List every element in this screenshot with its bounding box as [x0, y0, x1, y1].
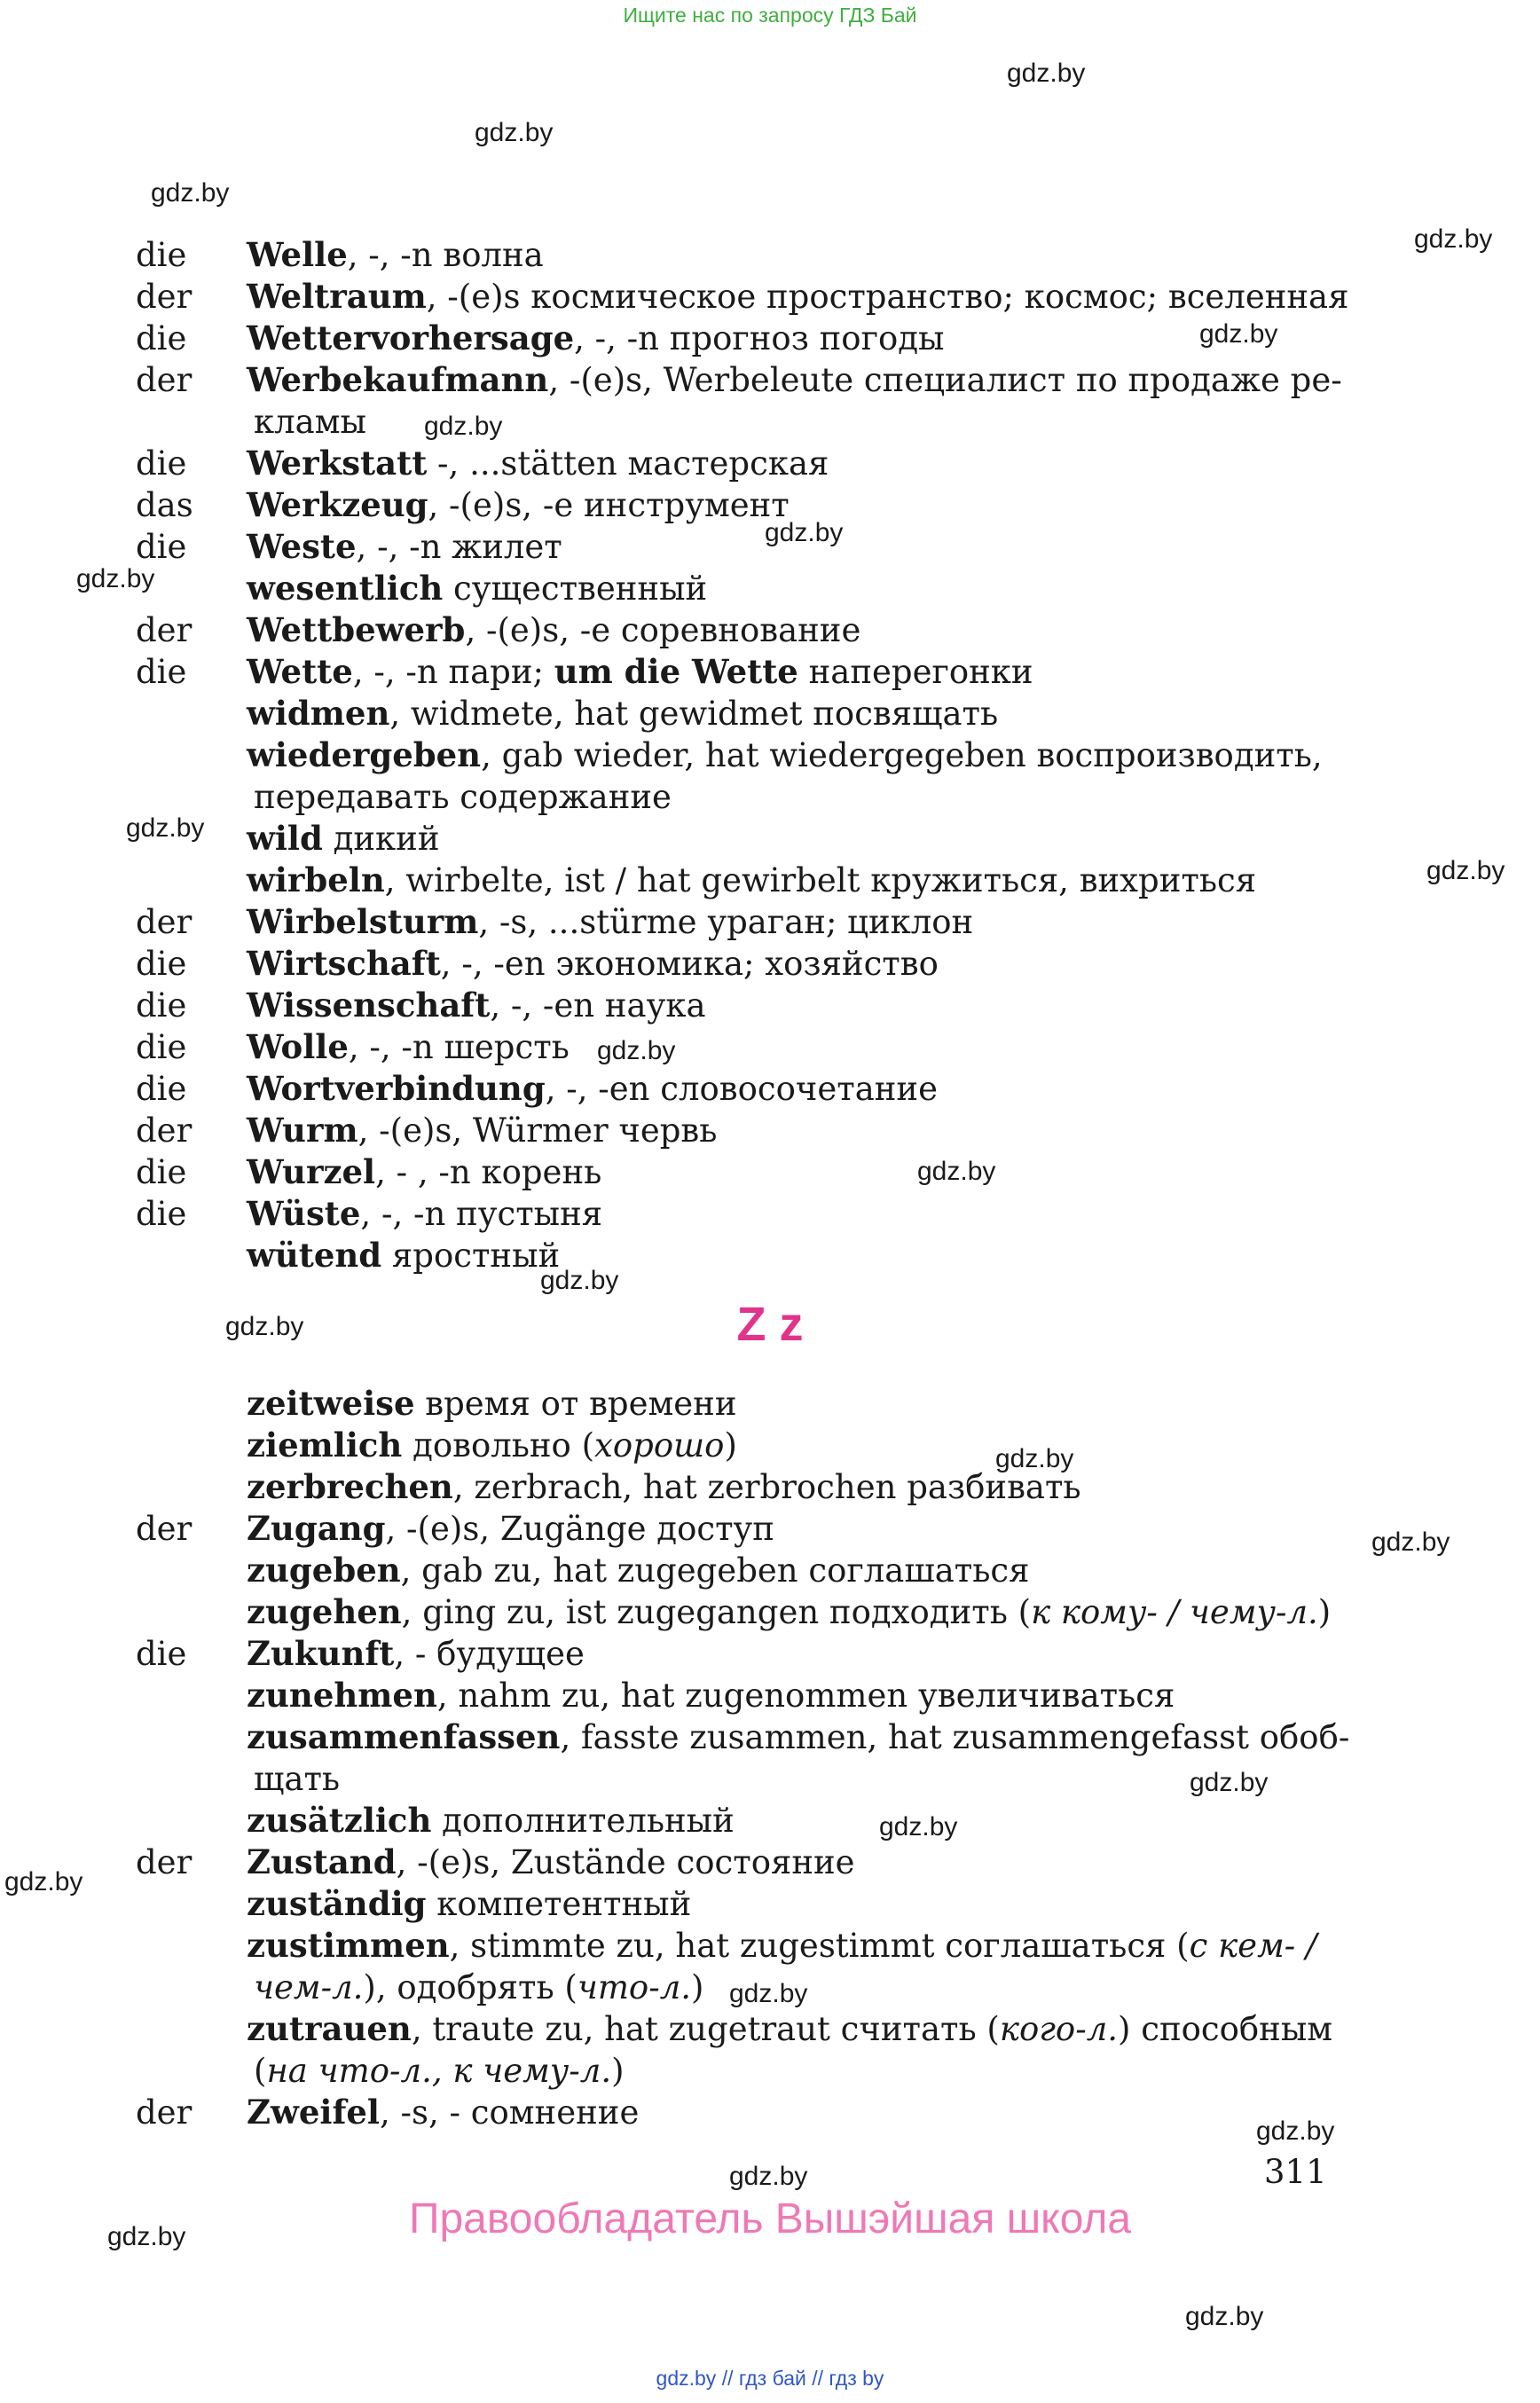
- translation: , -(e)s, Würmer червь: [358, 1111, 718, 1150]
- dictionary-entry: [0, 860, 1540, 901]
- translation: , - будущее: [394, 1635, 585, 1673]
- translation: дополнительный: [431, 1802, 735, 1840]
- headword: Zustand: [247, 1842, 397, 1881]
- dictionary-entry: [0, 818, 1540, 860]
- watermark: gdz.by: [597, 1036, 676, 1065]
- entry-text: [247, 359, 1342, 401]
- translation: (: [254, 2052, 267, 2090]
- headword: zutrauen: [247, 2009, 412, 2048]
- article: der: [136, 278, 192, 316]
- entry-text: [247, 651, 1033, 693]
- entry-text: [247, 2008, 1332, 2050]
- article: der: [136, 1510, 192, 1548]
- entry-text: [247, 901, 973, 943]
- headword: zugeben: [247, 1551, 401, 1590]
- article: die: [136, 1028, 187, 1066]
- article: die: [136, 319, 187, 357]
- entry-text: [247, 609, 860, 651]
- entry-text: [247, 1235, 560, 1276]
- headword: Weste: [247, 527, 357, 566]
- entry-continuation: [0, 776, 1540, 818]
- headword: Werkstatt: [247, 444, 428, 483]
- entry-continuation: [0, 401, 1540, 443]
- article: das: [136, 486, 193, 524]
- article: der: [136, 1111, 192, 1150]
- watermark: gdz.by: [1426, 856, 1505, 885]
- translation: существенный: [443, 569, 708, 608]
- entry-text: [247, 1675, 1175, 1716]
- entry-text: [247, 1633, 585, 1675]
- watermark: gdz.by: [917, 1157, 996, 1186]
- usage-note: с кем- /: [1189, 1927, 1317, 1965]
- dictionary-entry: [0, 568, 1540, 609]
- entry-continuation: [0, 2050, 1540, 2092]
- headword: wild: [247, 819, 323, 858]
- translation: , -, -n прогноз погоды: [574, 319, 945, 357]
- entry-text: [247, 526, 562, 568]
- dictionary-entry: [0, 443, 1540, 484]
- article: der: [136, 361, 192, 399]
- entry-text: [247, 1466, 1081, 1508]
- usage-note: на что-л., к чему-л.: [266, 2052, 612, 2090]
- footer-links[interactable]: gdz.by // гдз бай // гдз by: [656, 2367, 884, 2390]
- letter-heading: Z z: [736, 1298, 804, 1351]
- translation: кламы: [254, 403, 366, 441]
- headword: wütend: [247, 1236, 382, 1275]
- watermark: gdz.by: [424, 412, 503, 441]
- watermark: gdz.by: [540, 1266, 619, 1295]
- translation: передавать содержание: [254, 778, 672, 816]
- dictionary-entry: [0, 609, 1540, 651]
- dictionary-entry: [0, 1716, 1540, 1758]
- headword: zusätzlich: [247, 1801, 432, 1840]
- entry-text: [254, 2050, 625, 2092]
- headword: Werkzeug: [247, 485, 428, 524]
- headword: zustimmen: [247, 1926, 450, 1965]
- headword: Welle: [247, 235, 348, 274]
- entry-text: [247, 1383, 737, 1425]
- dictionary-entry: [0, 2008, 1540, 2050]
- translation: , -(e)s космическое пространство; космос; вселенная: [426, 278, 1349, 316]
- translation: , ging zu, ist zugegangen подходить (: [401, 1593, 1032, 1631]
- headword: zuständig: [247, 1884, 427, 1923]
- entry-text: [247, 1550, 1029, 1591]
- translation: , -, -n жилет: [356, 528, 562, 566]
- headword: Wettbewerb: [247, 610, 466, 649]
- headword: Wette: [247, 652, 353, 691]
- article: die: [136, 986, 187, 1025]
- translation: , -s, - сомнение: [379, 2093, 640, 2132]
- article: die: [136, 945, 187, 983]
- entry-text: [254, 401, 366, 443]
- entry-text: [247, 2092, 639, 2133]
- dictionary-entry: [0, 276, 1540, 318]
- watermark: gdz.by: [1199, 319, 1278, 349]
- watermark: gdz.by: [1414, 224, 1493, 254]
- watermark: gdz.by: [126, 813, 205, 843]
- watermark: gdz.by: [995, 1444, 1074, 1473]
- translation: , -, -en наука: [490, 986, 706, 1025]
- headword: widmen: [247, 694, 390, 733]
- entry-text: [247, 484, 790, 526]
- translation: , -, -n пари;: [352, 653, 554, 691]
- entry-text: [247, 1151, 601, 1193]
- translation: время от времени: [414, 1385, 737, 1423]
- article: die: [136, 528, 187, 566]
- headword: Zugang: [247, 1509, 386, 1548]
- entry-text: [247, 1842, 855, 1883]
- dictionary-entry: [0, 1110, 1540, 1151]
- article: die: [136, 236, 187, 274]
- dictionary-entry: [0, 901, 1540, 943]
- translation: , fasste zusammen, hat zusammengefasst обоб-: [560, 1718, 1350, 1756]
- watermark: gdz.by: [76, 564, 155, 593]
- article: der: [136, 903, 192, 941]
- dictionary-entry: [0, 1193, 1540, 1235]
- translation: , -, -en словосочетание: [545, 1070, 938, 1108]
- translation: , -, -n волна: [347, 236, 544, 274]
- dictionary-entry: [0, 1550, 1540, 1591]
- translation: , wirbelte, ist / hat gewirbelt кружиться, вихриться: [384, 861, 1257, 899]
- watermark: gdz.by: [729, 1979, 808, 2008]
- dictionary-entry: [0, 985, 1540, 1026]
- translation: ): [1317, 1593, 1332, 1631]
- dictionary-entry: [0, 1068, 1540, 1110]
- headword: zusammenfassen: [247, 1717, 561, 1756]
- usage-note: чем-л.: [254, 1968, 364, 2006]
- headword: Wurzel: [247, 1152, 376, 1191]
- translation: ) способным: [1118, 2010, 1333, 2048]
- entry-text: [247, 1883, 691, 1925]
- translation: ): [724, 1426, 737, 1465]
- translation: , -(e)s, Zustände состояние: [396, 1843, 855, 1881]
- translation: , -, -n пустыня: [360, 1195, 603, 1233]
- translation: , stimmte zu, hat zugestimmt соглашаться (: [449, 1927, 1190, 1965]
- headword: wiedergeben: [247, 735, 482, 774]
- translation: ): [611, 2052, 625, 2090]
- article: die: [136, 1195, 187, 1233]
- dictionary-entry: [0, 1883, 1540, 1925]
- usage-note: к кому- / чему-л.: [1031, 1593, 1318, 1631]
- dictionary-entry: [0, 1633, 1540, 1675]
- headword: Weltraum: [247, 277, 427, 316]
- article: die: [136, 444, 187, 483]
- usage-note: кого-л.: [999, 2010, 1119, 2048]
- dictionary-entry: [0, 1591, 1540, 1633]
- watermark: gdz.by: [4, 1867, 83, 1896]
- entry-text: [247, 860, 1256, 901]
- entry-text: [247, 1425, 737, 1466]
- entry-text: [247, 693, 998, 734]
- watermark: gdz.by: [475, 118, 554, 147]
- headword: Wurm: [247, 1111, 358, 1150]
- translation: , widmete, hat gewidmet посвящать: [389, 695, 999, 733]
- watermark: gdz.by: [1256, 2116, 1335, 2146]
- entry-text: [247, 1508, 774, 1550]
- entry-text: [247, 1925, 1316, 1967]
- dictionary-entry: [0, 1235, 1540, 1276]
- translation: , -(e)s, Zugänge доступ: [385, 1510, 774, 1548]
- dictionary-entry: [0, 1026, 1540, 1068]
- translation: , -s, ...stürme ураган; циклон: [478, 903, 974, 941]
- headword: zerbrechen: [247, 1467, 453, 1506]
- watermark: gdz.by: [879, 1812, 958, 1842]
- article: die: [136, 1153, 187, 1191]
- dictionary-entry: [0, 1925, 1540, 1967]
- watermark: gdz.by: [765, 518, 844, 547]
- headword: Zukunft: [247, 1634, 395, 1673]
- entry-text: [247, 1110, 717, 1151]
- watermark: gdz.by: [151, 178, 230, 208]
- dictionary-entry: [0, 359, 1540, 401]
- headword: ziemlich: [247, 1425, 403, 1465]
- translation: -, ...stätten мастерская: [427, 444, 829, 483]
- translation: , -(e)s, Werbeleute специалист по продаже ре-: [548, 361, 1342, 399]
- dictionary-entry: [0, 1675, 1540, 1716]
- entry-text: [247, 1800, 735, 1842]
- article: die: [136, 653, 187, 691]
- translation: , gab wieder, hat wiedergegeben воспроизводить,: [481, 736, 1323, 774]
- headword: Zweifel: [247, 2093, 380, 2132]
- entry-text: [247, 1026, 570, 1068]
- entry-text: [247, 734, 1323, 776]
- entry-text: [247, 318, 944, 359]
- translation: наперегонки: [798, 653, 1033, 691]
- translation: , gab zu, hat zugegeben соглашаться: [400, 1551, 1030, 1590]
- article: die: [136, 1070, 187, 1108]
- watermark: gdz.by: [1185, 2302, 1264, 2331]
- dictionary-entry: [0, 318, 1540, 359]
- watermark: gdz.by: [107, 2222, 186, 2251]
- entry-text: [247, 1193, 602, 1235]
- dictionary-entry: [0, 1383, 1540, 1425]
- translation: ): [691, 1968, 704, 2006]
- dictionary-entry: [0, 234, 1540, 276]
- translation: ), одобрять (: [363, 1968, 578, 2006]
- translation: , - , -n корень: [375, 1153, 602, 1191]
- translation: , zerbrach, hat zerbrochen разбивать: [452, 1468, 1081, 1506]
- translation: , -(e)s, -e инструмент: [428, 486, 790, 524]
- headword: Wettervorhersage: [247, 318, 575, 357]
- translation: компетентный: [426, 1885, 692, 1923]
- entry-text: [247, 943, 939, 985]
- watermark: gdz.by: [225, 1312, 304, 1341]
- headword: Wüste: [247, 1194, 361, 1233]
- entry-text: [247, 276, 1348, 318]
- dictionary-entry: [0, 1842, 1540, 1883]
- usage-note: хорошо: [594, 1426, 725, 1465]
- article: der: [136, 2093, 192, 2132]
- translation: , traute zu, hat zugetraut считать (: [411, 2010, 1000, 2048]
- headword: Werbekaufmann: [247, 360, 549, 399]
- dictionary-entry: [0, 651, 1540, 693]
- translation: яростный: [381, 1237, 561, 1275]
- translation: , -, -n шерсть: [348, 1028, 570, 1066]
- entry-text: [247, 818, 440, 860]
- entry-text: [247, 1716, 1349, 1758]
- article: der: [136, 611, 192, 649]
- headword: zeitweise: [247, 1384, 415, 1423]
- dictionary-entry: [0, 1151, 1540, 1193]
- watermark: gdz.by: [1190, 1768, 1269, 1797]
- dictionary-entry: [0, 1425, 1540, 1466]
- translation: щать: [254, 1760, 341, 1798]
- headword: zugehen: [247, 1592, 402, 1631]
- watermark: gdz.by: [1371, 1527, 1450, 1557]
- copyright-notice: Правообладатель Вышэйшая школа: [408, 2195, 1132, 2242]
- translation: , nahm zu, hat zugenommen увеличиваться: [436, 1677, 1175, 1715]
- entry-text: [254, 1967, 703, 2008]
- watermark: gdz.by: [729, 2162, 808, 2191]
- headword: wesentlich: [247, 569, 444, 608]
- dictionary-entry: [0, 693, 1540, 734]
- dictionary-section-z: [0, 1383, 1540, 2133]
- entry-text: [247, 443, 829, 484]
- dictionary-entry: [0, 943, 1540, 985]
- top-banner[interactable]: Ищите нас по запросу ГДЗ Бай: [623, 4, 917, 27]
- usage-note: что-л.: [577, 1968, 692, 2006]
- entry-text: [247, 1591, 1331, 1633]
- entry-text: [247, 985, 706, 1026]
- headword: Wirbelsturm: [247, 902, 479, 941]
- headword: zunehmen: [247, 1676, 437, 1715]
- headword: Wirtschaft: [247, 944, 441, 983]
- headword: Wolle: [247, 1027, 349, 1066]
- entry-text: [254, 1758, 340, 1800]
- translation: , -(e)s, -e соревнование: [465, 611, 861, 649]
- headword: Wortverbindung: [247, 1069, 546, 1108]
- dictionary-entry: [0, 1508, 1540, 1550]
- dictionary-entry: [0, 1800, 1540, 1842]
- entry-text: [247, 1068, 938, 1110]
- article: die: [136, 1635, 187, 1673]
- headword: um die Wette: [554, 652, 798, 691]
- translation: дикий: [322, 820, 440, 858]
- headword: Wissenschaft: [247, 986, 491, 1025]
- page-number: 311: [1264, 2153, 1327, 2191]
- watermark: gdz.by: [1007, 59, 1086, 88]
- entry-continuation: [0, 1758, 1540, 1800]
- translation: довольно (: [402, 1426, 595, 1465]
- article: der: [136, 1843, 192, 1881]
- entry-text: [247, 234, 544, 276]
- dictionary-entry: [0, 1466, 1540, 1508]
- entry-text: [247, 568, 707, 609]
- headword: wirbeln: [247, 860, 385, 899]
- dictionary-entry: [0, 734, 1540, 776]
- translation: , -, -en экономика; хозяйство: [440, 945, 939, 983]
- dictionary-section-w: [0, 234, 1540, 1276]
- entry-text: [254, 776, 672, 818]
